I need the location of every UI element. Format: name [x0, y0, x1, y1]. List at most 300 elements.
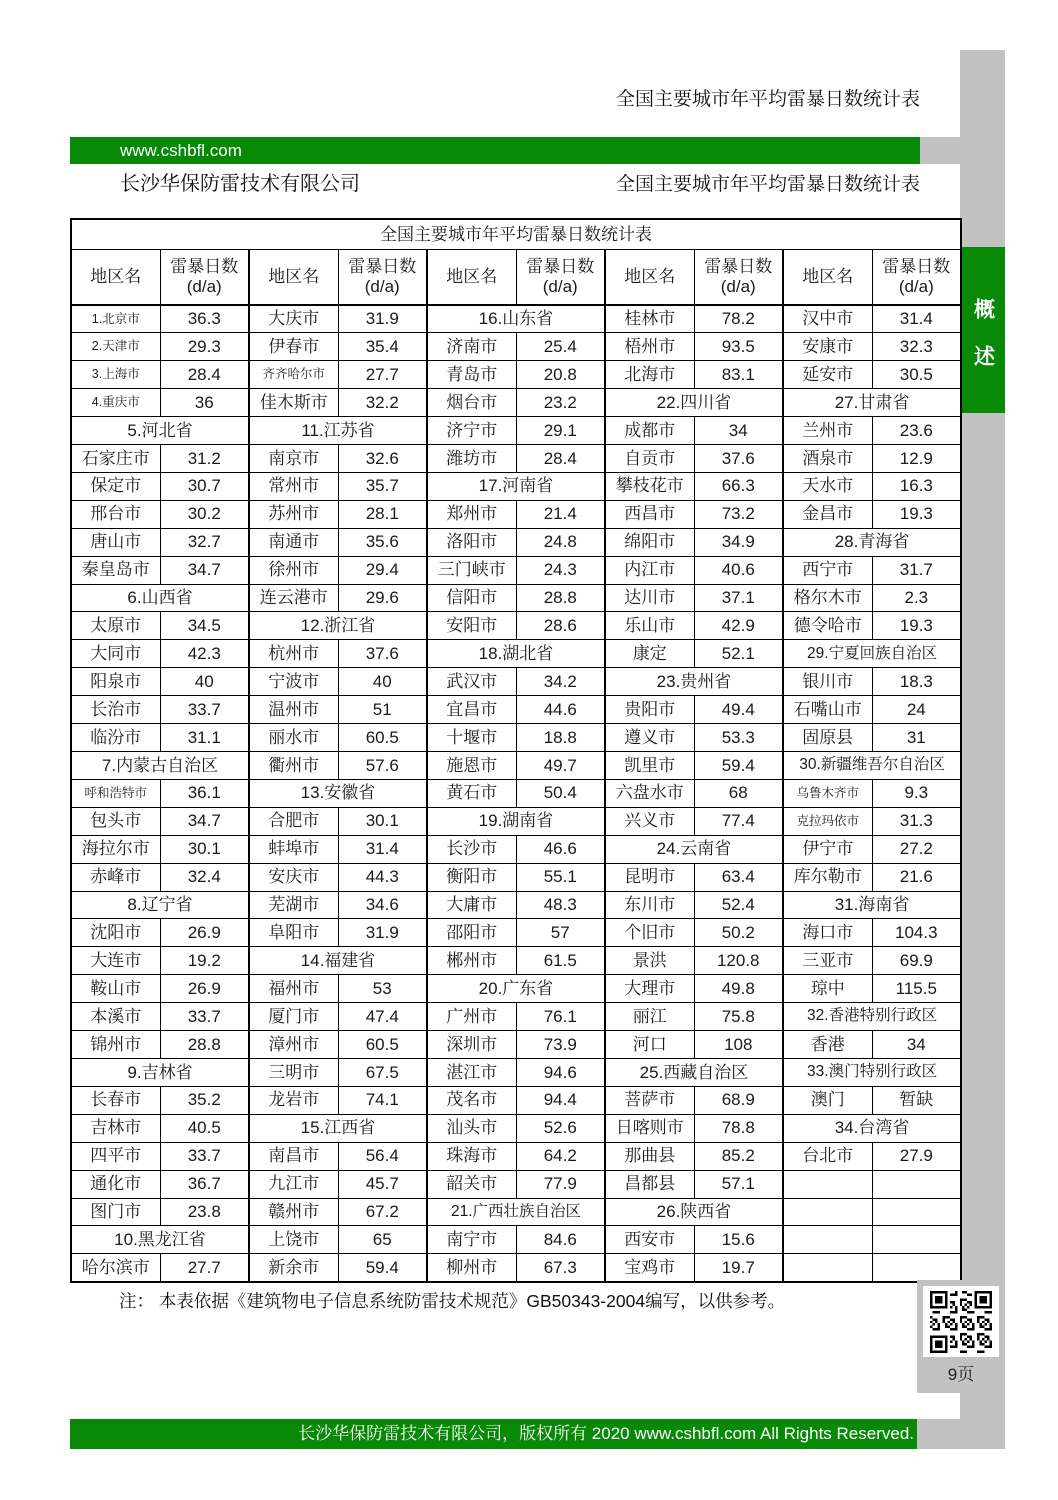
region-name-cell: 图门市	[71, 1198, 160, 1226]
region-name-cell: 常州市	[249, 472, 338, 500]
region-name-cell: 郑州市	[427, 500, 516, 528]
region-name-cell: 施恩市	[427, 752, 516, 780]
table-row	[71, 1170, 961, 1198]
days-value-cell: 77.4	[694, 807, 783, 835]
region-name-cell: 杭州市	[249, 640, 338, 668]
days-value-cell: 52.6	[516, 1114, 605, 1142]
region-name-cell: 南京市	[249, 445, 338, 473]
days-value-cell: 37.6	[338, 640, 427, 668]
column-header-days: 雷暴日数 (d/a)	[872, 250, 961, 306]
qr-block	[917, 1280, 1005, 1393]
province-header-cell: 34.台湾省	[783, 1114, 961, 1142]
note-text: 注： 本表依据《建筑物电子信息系统防雷技术规范》GB50343-2004编写，以供参考。	[119, 1291, 786, 1311]
tab-overview-label: 概述	[971, 298, 995, 392]
table-row	[71, 975, 961, 1003]
region-name-cell: 邵阳市	[427, 919, 516, 947]
region-name-cell: 柳州市	[427, 1254, 516, 1282]
province-header-cell: 28.青海省	[783, 528, 961, 556]
days-value-cell: 30.5	[872, 361, 961, 389]
days-value-cell: 35.6	[338, 528, 427, 556]
days-value-cell: 27.9	[872, 1142, 961, 1170]
days-value-cell: 68.9	[694, 1086, 783, 1114]
region-name-cell: 齐齐哈尔市	[249, 361, 338, 389]
column-header-region: 地区名	[605, 250, 694, 306]
days-value-cell: 30.7	[160, 472, 249, 500]
region-name-cell: 六盘水市	[605, 779, 694, 807]
days-value-cell: 35.2	[160, 1086, 249, 1114]
site-url: www.cshbfl.com	[120, 141, 242, 160]
days-value-cell: 36.1	[160, 779, 249, 807]
region-name-cell: 临汾市	[71, 724, 160, 752]
region-name-cell: 烟台市	[427, 389, 516, 417]
days-value-cell: 115.5	[872, 975, 961, 1003]
table-row	[71, 668, 961, 696]
region-name-cell: 乌鲁木齐市	[783, 779, 872, 807]
days-value-cell: 28.1	[338, 500, 427, 528]
days-value-cell: 93.5	[694, 333, 783, 361]
days-value-cell: 37.6	[694, 445, 783, 473]
region-name-cell: 贵阳市	[605, 696, 694, 724]
region-name-cell: 河口	[605, 1031, 694, 1059]
days-value-cell: 36	[160, 389, 249, 417]
region-name-cell: 3.上海市	[71, 361, 160, 389]
region-name-cell: 4.重庆市	[71, 389, 160, 417]
region-name-cell: 金昌市	[783, 500, 872, 528]
days-value-cell: 20.8	[516, 361, 605, 389]
province-header-cell: 13.安徽省	[249, 779, 427, 807]
footer-gray-extension	[917, 1419, 1005, 1449]
region-name-cell: 昆明市	[605, 863, 694, 891]
table-row	[71, 305, 961, 333]
region-name-cell: 宜昌市	[427, 696, 516, 724]
qr-code-icon	[930, 1291, 992, 1353]
region-name-cell: 信阳市	[427, 584, 516, 612]
days-value-cell: 29.4	[338, 556, 427, 584]
province-header-cell: 27.甘肃省	[783, 389, 961, 417]
region-name-cell: 伊春市	[249, 333, 338, 361]
table-row	[71, 863, 961, 891]
days-value-cell	[872, 1254, 961, 1282]
region-name-cell: 青岛市	[427, 361, 516, 389]
region-name-cell	[783, 1170, 872, 1198]
region-name-cell: 吉林市	[71, 1114, 160, 1142]
region-name-cell	[783, 1254, 872, 1282]
region-name-cell: 大同市	[71, 640, 160, 668]
days-value-cell: 69.9	[872, 947, 961, 975]
region-name-cell: 南昌市	[249, 1142, 338, 1170]
days-value-cell: 59.4	[694, 752, 783, 780]
region-name-cell: 那曲县	[605, 1142, 694, 1170]
region-name-cell	[783, 1226, 872, 1254]
days-value-cell: 15.6	[694, 1226, 783, 1254]
days-value-cell: 25.4	[516, 333, 605, 361]
days-value-cell: 31.2	[160, 445, 249, 473]
days-value-cell: 52.1	[694, 640, 783, 668]
region-name-cell: 十堰市	[427, 724, 516, 752]
days-value-cell: 29.1	[516, 417, 605, 445]
province-header-cell: 18.湖北省	[427, 640, 605, 668]
region-name-cell: 伊宁市	[783, 835, 872, 863]
region-name-cell: 大理市	[605, 975, 694, 1003]
days-value-cell: 32.7	[160, 528, 249, 556]
days-value-cell: 28.6	[516, 612, 605, 640]
days-value-cell: 29.3	[160, 333, 249, 361]
region-name-cell: 合肥市	[249, 807, 338, 835]
days-value-cell: 21.6	[872, 863, 961, 891]
column-header-region: 地区名	[783, 250, 872, 306]
region-name-cell: 澳门	[783, 1086, 872, 1114]
region-name-cell: 银川市	[783, 668, 872, 696]
table-row	[71, 891, 961, 919]
header-right-title: 全国主要城市年平均雷暴日数统计表	[615, 174, 920, 195]
province-header-cell: 6.山西省	[71, 584, 249, 612]
region-name-cell: 德令哈市	[783, 612, 872, 640]
days-value-cell: 21.4	[516, 500, 605, 528]
days-value-cell: 85.2	[694, 1142, 783, 1170]
region-name-cell: 康定	[605, 640, 694, 668]
region-name-cell: 长春市	[71, 1086, 160, 1114]
region-name-cell: 三亚市	[783, 947, 872, 975]
region-name-cell: 海拉尔市	[71, 835, 160, 863]
province-header-cell: 33.澳门特别行政区	[783, 1058, 961, 1086]
table-row	[71, 835, 961, 863]
days-value-cell: 36.7	[160, 1170, 249, 1198]
days-value-cell: 94.4	[516, 1086, 605, 1114]
days-value-cell: 76.1	[516, 1003, 605, 1031]
province-header-cell: 22.四川省	[605, 389, 783, 417]
table-row	[71, 472, 961, 500]
table-title-row	[71, 219, 961, 250]
days-value-cell: 19.7	[694, 1254, 783, 1282]
region-name-cell: 龙岩市	[249, 1086, 338, 1114]
days-value-cell: 24.8	[516, 528, 605, 556]
region-name-cell: 海口市	[783, 919, 872, 947]
region-name-cell: 三门峡市	[427, 556, 516, 584]
table-row	[71, 1086, 961, 1114]
region-name-cell: 宝鸡市	[605, 1254, 694, 1282]
banner-gray-extension	[920, 137, 1005, 164]
days-value-cell: 35.4	[338, 333, 427, 361]
thunderstorm-days-table	[70, 218, 962, 1283]
region-name-cell: 上饶市	[249, 1226, 338, 1254]
region-name-cell: 桂林市	[605, 305, 694, 333]
days-value-cell: 34	[694, 417, 783, 445]
days-value-cell: 74.1	[338, 1086, 427, 1114]
days-value-cell: 55.1	[516, 863, 605, 891]
days-value-cell: 49.4	[694, 696, 783, 724]
region-name-cell	[783, 1198, 872, 1226]
days-value-cell: 42.9	[694, 612, 783, 640]
days-value-cell: 30.1	[338, 807, 427, 835]
region-name-cell: 梧州市	[605, 333, 694, 361]
days-value-cell: 27.7	[160, 1254, 249, 1282]
region-name-cell: 攀枝花市	[605, 472, 694, 500]
days-value-cell: 67.3	[516, 1254, 605, 1282]
tab-overview[interactable]	[960, 247, 1005, 413]
region-name-cell: 香港	[783, 1031, 872, 1059]
region-name-cell: 日喀则市	[605, 1114, 694, 1142]
table-row	[71, 1031, 961, 1059]
qr-code	[923, 1286, 999, 1357]
region-name-cell: 包头市	[71, 807, 160, 835]
region-name-cell: 汕头市	[427, 1114, 516, 1142]
table-row	[71, 333, 961, 361]
days-value-cell: 31.9	[338, 919, 427, 947]
days-value-cell: 77.9	[516, 1170, 605, 1198]
region-name-cell: 苏州市	[249, 500, 338, 528]
region-name-cell: 大庆市	[249, 305, 338, 333]
days-value-cell: 35.7	[338, 472, 427, 500]
region-name-cell: 邢台市	[71, 500, 160, 528]
province-header-cell: 25.西藏自治区	[605, 1058, 783, 1086]
footer-bar	[70, 1419, 917, 1449]
days-value-cell: 34.6	[338, 891, 427, 919]
days-value-cell: 31.1	[160, 724, 249, 752]
province-header-cell: 19.湖南省	[427, 807, 605, 835]
region-name-cell: 石嘴山市	[783, 696, 872, 724]
region-name-cell: 丽江	[605, 1003, 694, 1031]
days-value-cell: 28.8	[160, 1031, 249, 1059]
region-name-cell: 长沙市	[427, 835, 516, 863]
province-header-cell: 29.宁夏回族自治区	[783, 640, 961, 668]
region-name-cell: 安阳市	[427, 612, 516, 640]
region-name-cell: 锦州市	[71, 1031, 160, 1059]
days-value-cell: 23.6	[872, 417, 961, 445]
region-name-cell: 芜湖市	[249, 891, 338, 919]
province-header-cell: 9.吉林省	[71, 1058, 249, 1086]
region-name-cell: 石家庄市	[71, 445, 160, 473]
region-name-cell: 乐山市	[605, 612, 694, 640]
days-value-cell	[872, 1170, 961, 1198]
region-name-cell: 酒泉市	[783, 445, 872, 473]
days-value-cell: 34.7	[160, 556, 249, 584]
days-value-cell: 46.6	[516, 835, 605, 863]
province-header-cell: 15.江西省	[249, 1114, 427, 1142]
days-value-cell: 78.2	[694, 305, 783, 333]
days-value-cell: 32.2	[338, 389, 427, 417]
table-row	[71, 612, 961, 640]
table-row	[71, 528, 961, 556]
region-name-cell: 西宁市	[783, 556, 872, 584]
days-value-cell: 52.4	[694, 891, 783, 919]
province-header-cell: 14.福建省	[249, 947, 427, 975]
table-header-row	[71, 250, 961, 306]
table-row	[71, 724, 961, 752]
days-value-cell: 28.4	[516, 445, 605, 473]
days-value-cell: 53	[338, 975, 427, 1003]
days-value-cell: 44.6	[516, 696, 605, 724]
days-value-cell: 18.8	[516, 724, 605, 752]
region-name-cell: 秦皇岛市	[71, 556, 160, 584]
days-value-cell: 31.4	[338, 835, 427, 863]
days-value-cell: 63.4	[694, 863, 783, 891]
days-value-cell: 33.7	[160, 696, 249, 724]
table-row	[71, 1058, 961, 1086]
province-header-cell: 32.香港特别行政区	[783, 1003, 961, 1031]
region-name-cell: 阜阳市	[249, 919, 338, 947]
region-name-cell: 遵义市	[605, 724, 694, 752]
days-value-cell: 51	[338, 696, 427, 724]
region-name-cell: 兰州市	[783, 417, 872, 445]
region-name-cell: 蚌埠市	[249, 835, 338, 863]
region-name-cell: 潍坊市	[427, 445, 516, 473]
table-row	[71, 417, 961, 445]
column-header-days: 雷暴日数 (d/a)	[516, 250, 605, 306]
province-header-cell: 11.江苏省	[249, 417, 427, 445]
days-value-cell: 49.8	[694, 975, 783, 1003]
days-value-cell: 75.8	[694, 1003, 783, 1031]
days-value-cell: 30.1	[160, 835, 249, 863]
table-row	[71, 807, 961, 835]
region-name-cell: 本溪市	[71, 1003, 160, 1031]
region-name-cell: 个旧市	[605, 919, 694, 947]
region-name-cell: 安康市	[783, 333, 872, 361]
table-row	[71, 640, 961, 668]
region-name-cell: 徐州市	[249, 556, 338, 584]
days-value-cell: 26.9	[160, 919, 249, 947]
days-value-cell: 32.6	[338, 445, 427, 473]
days-value-cell: 31.9	[338, 305, 427, 333]
region-name-cell: 丽水市	[249, 724, 338, 752]
region-name-cell: 琼中	[783, 975, 872, 1003]
region-name-cell: 达川市	[605, 584, 694, 612]
days-value-cell: 50.2	[694, 919, 783, 947]
region-name-cell: 唐山市	[71, 528, 160, 556]
region-name-cell: 新余市	[249, 1254, 338, 1282]
region-name-cell: 济宁市	[427, 417, 516, 445]
table-row	[71, 1114, 961, 1142]
days-value-cell: 34.9	[694, 528, 783, 556]
region-name-cell: 赤峰市	[71, 863, 160, 891]
province-header-cell: 17.河南省	[427, 472, 605, 500]
region-name-cell: 格尔木市	[783, 584, 872, 612]
province-header-cell: 23.贵州省	[605, 668, 783, 696]
region-name-cell: 济南市	[427, 333, 516, 361]
days-value-cell: 60.5	[338, 724, 427, 752]
table-row	[71, 584, 961, 612]
region-name-cell: 武汉市	[427, 668, 516, 696]
days-value-cell: 34.2	[516, 668, 605, 696]
column-header-region: 地区名	[71, 250, 160, 306]
region-name-cell: 阳泉市	[71, 668, 160, 696]
days-value-cell: 19.2	[160, 947, 249, 975]
table-row	[71, 1254, 961, 1282]
days-value-cell: 36.3	[160, 305, 249, 333]
region-name-cell: 西安市	[605, 1226, 694, 1254]
days-value-cell: 57.6	[338, 752, 427, 780]
days-value-cell: 45.7	[338, 1170, 427, 1198]
region-name-cell: 成都市	[605, 417, 694, 445]
column-header-days: 雷暴日数 (d/a)	[160, 250, 249, 306]
region-name-cell: 九江市	[249, 1170, 338, 1198]
days-value-cell: 73.9	[516, 1031, 605, 1059]
region-name-cell: 黄石市	[427, 779, 516, 807]
days-value-cell: 27.2	[872, 835, 961, 863]
region-name-cell: 漳州市	[249, 1031, 338, 1059]
region-name-cell: 兴义市	[605, 807, 694, 835]
days-value-cell: 104.3	[872, 919, 961, 947]
region-name-cell: 2.天津市	[71, 333, 160, 361]
days-value-cell: 34.5	[160, 612, 249, 640]
days-value-cell: 28.8	[516, 584, 605, 612]
days-value-cell: 57	[516, 919, 605, 947]
footer-text: 长沙华保防雷技术有限公司，版权所有 2020 www.cshbfl.com All Rights Reserved.	[298, 1424, 914, 1443]
days-value-cell: 67.5	[338, 1058, 427, 1086]
table-row	[71, 752, 961, 780]
region-name-cell: 西昌市	[605, 500, 694, 528]
days-value-cell: 27.7	[338, 361, 427, 389]
region-name-cell: 南通市	[249, 528, 338, 556]
days-value-cell: 34	[872, 1031, 961, 1059]
province-header-cell: 10.黑龙江省	[71, 1226, 249, 1254]
days-value-cell: 19.3	[872, 500, 961, 528]
province-header-cell: 12.浙江省	[249, 612, 427, 640]
days-value-cell: 9.3	[872, 779, 961, 807]
region-name-cell: 大庸市	[427, 891, 516, 919]
region-name-cell: 库尔勒市	[783, 863, 872, 891]
days-value-cell: 65	[338, 1226, 427, 1254]
province-header-cell: 7.内蒙古自治区	[71, 752, 249, 780]
region-name-cell: 郴州市	[427, 947, 516, 975]
days-value-cell: 60.5	[338, 1031, 427, 1059]
region-name-cell: 长治市	[71, 696, 160, 724]
days-value-cell: 53.3	[694, 724, 783, 752]
region-name-cell: 南宁市	[427, 1226, 516, 1254]
page-number: 9页	[947, 1365, 975, 1384]
days-value-cell: 59.4	[338, 1254, 427, 1282]
province-header-cell: 30.新疆维吾尔自治区	[783, 752, 961, 780]
region-name-cell: 昌都县	[605, 1170, 694, 1198]
days-value-cell: 94.6	[516, 1058, 605, 1086]
days-value-cell: 30.2	[160, 500, 249, 528]
region-name-cell: 天水市	[783, 472, 872, 500]
table-row	[71, 947, 961, 975]
region-name-cell: 保定市	[71, 472, 160, 500]
region-name-cell: 汉中市	[783, 305, 872, 333]
region-name-cell: 四平市	[71, 1142, 160, 1170]
region-name-cell: 韶关市	[427, 1170, 516, 1198]
days-value-cell: 120.8	[694, 947, 783, 975]
province-header-cell: 8.辽宁省	[71, 891, 249, 919]
region-name-cell: 安庆市	[249, 863, 338, 891]
region-name-cell: 台北市	[783, 1142, 872, 1170]
days-value-cell: 31.3	[872, 807, 961, 835]
days-value-cell: 84.6	[516, 1226, 605, 1254]
days-value-cell: 73.2	[694, 500, 783, 528]
province-header-cell: 16.山东省	[427, 305, 605, 333]
region-name-cell: 凯里市	[605, 752, 694, 780]
days-value-cell: 26.9	[160, 975, 249, 1003]
days-value-cell: 12.9	[872, 445, 961, 473]
column-header-region: 地区名	[249, 250, 338, 306]
region-name-cell: 三明市	[249, 1058, 338, 1086]
region-name-cell: 宁波市	[249, 668, 338, 696]
days-value-cell: 56.4	[338, 1142, 427, 1170]
column-header-region: 地区名	[427, 250, 516, 306]
days-value-cell: 40.6	[694, 556, 783, 584]
column-header-days: 雷暴日数 (d/a)	[338, 250, 427, 306]
region-name-cell: 深圳市	[427, 1031, 516, 1059]
days-value-cell: 57.1	[694, 1170, 783, 1198]
region-name-cell: 大连市	[71, 947, 160, 975]
region-name-cell: 东川市	[605, 891, 694, 919]
days-value-cell: 47.4	[338, 1003, 427, 1031]
table-row	[71, 919, 961, 947]
days-value-cell: 31	[872, 724, 961, 752]
table-row	[71, 1142, 961, 1170]
days-value-cell: 64.2	[516, 1142, 605, 1170]
days-value-cell: 24	[872, 696, 961, 724]
